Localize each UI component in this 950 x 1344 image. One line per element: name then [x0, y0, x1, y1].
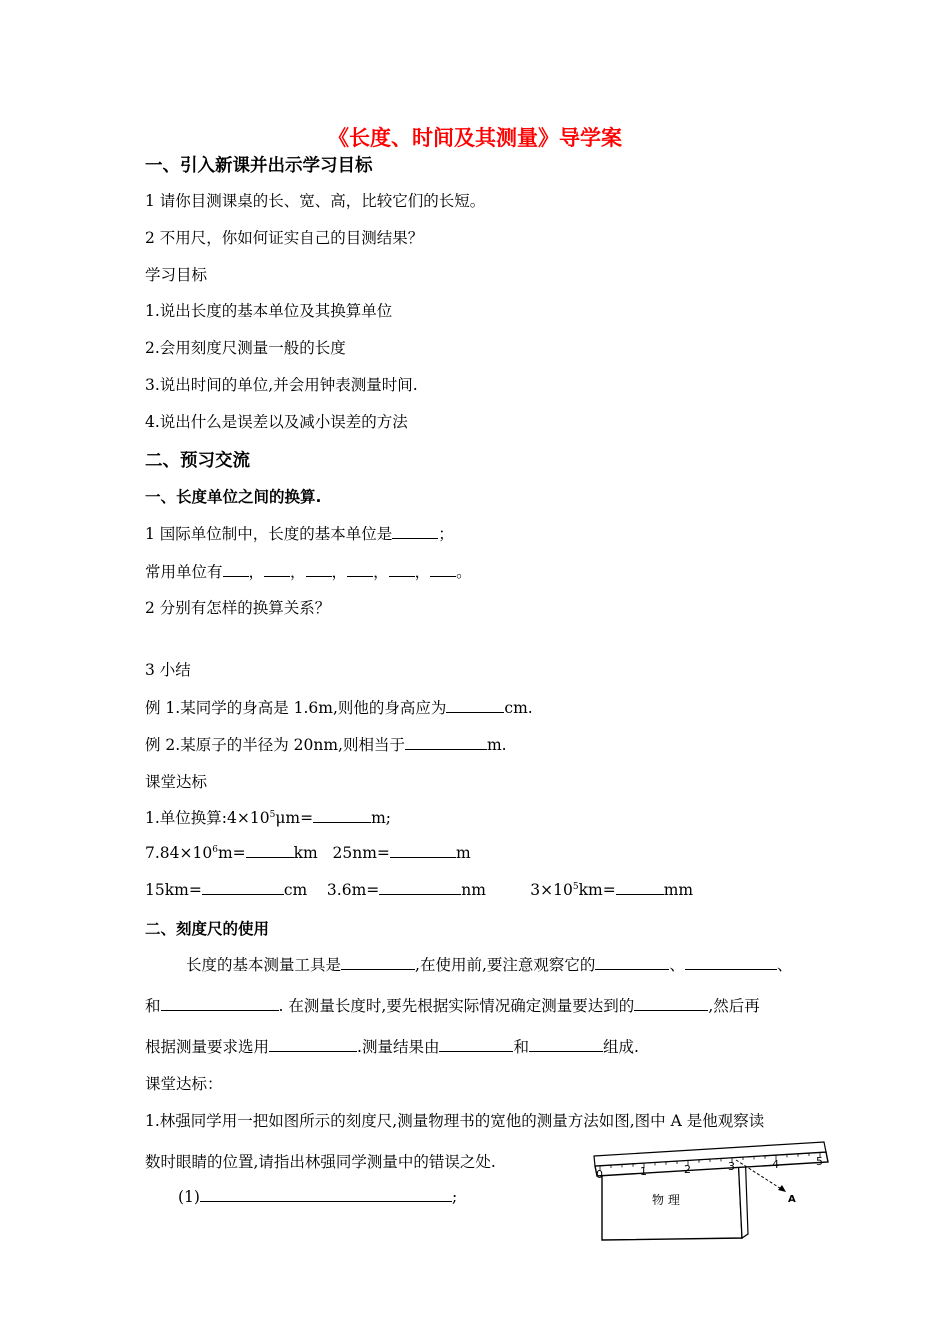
separator: ，	[290, 563, 306, 581]
ruler-tick-label: 0	[596, 1168, 603, 1181]
exponent: 5	[269, 809, 276, 820]
separator: ，	[414, 563, 431, 581]
separator: ，	[373, 563, 389, 581]
text: 和	[145, 997, 161, 1015]
text: 。	[456, 563, 472, 581]
text: 和	[513, 1038, 529, 1056]
separator: ，	[248, 563, 265, 581]
exercise-3	[145, 880, 693, 899]
text: 3.6m=	[326, 881, 380, 899]
line-common-units	[145, 560, 472, 582]
question-1: 1 请你目测课桌的长、宽、高，比较它们的长短。	[145, 192, 486, 210]
text: 长度的基本测量工具是	[186, 956, 342, 974]
document-title: 《长度、时间及其测量》导学案	[328, 126, 622, 150]
answer-blank[interactable]	[306, 562, 332, 577]
answer-blank[interactable]	[161, 996, 279, 1011]
line-base-unit	[145, 522, 454, 544]
book-label: 物 理	[652, 1193, 680, 1207]
answer-blank[interactable]	[529, 1037, 603, 1052]
answer-blank[interactable]	[246, 843, 294, 858]
text: m=	[217, 844, 246, 862]
answer-blank[interactable]	[390, 843, 456, 858]
text: ,然后再	[708, 997, 760, 1015]
answer-blank[interactable]	[341, 955, 415, 970]
separator: ，	[331, 563, 348, 581]
paragraph-line-1	[186, 953, 792, 975]
text: (1)	[178, 1188, 200, 1206]
answer-blank[interactable]	[685, 955, 777, 970]
text: .测量结果由	[357, 1038, 440, 1056]
answer-blank[interactable]	[595, 955, 669, 970]
text: 3×10	[530, 881, 573, 899]
ruler-tick-label: 1	[640, 1165, 647, 1178]
ruler-tick-label: 3	[728, 1160, 735, 1173]
text: m;	[371, 809, 392, 827]
text: cm	[283, 881, 308, 899]
paragraph-line-2	[145, 994, 760, 1016]
text: 例 2.某原子的半径为 20nm,则相当于	[145, 736, 405, 754]
answer-blank[interactable]	[634, 996, 708, 1011]
section-heading-preview: 二、预习交流	[145, 451, 250, 471]
text: ;	[451, 1188, 458, 1206]
question-ruler-line-2: 数时眼睛的位置,请指出林强同学测量中的错误之处.	[145, 1153, 496, 1171]
example-2	[145, 733, 507, 755]
question-ruler-line-1: 1.林强同学用一把如图所示的刻度尺,测量物理书的宽他的测量方法如图,图中 A 是他观察读	[145, 1112, 765, 1130]
subheading-ruler-usage: 二、刻度尺的使用	[145, 920, 270, 938]
text: 、	[776, 956, 793, 974]
text: 组成.	[602, 1038, 639, 1056]
answer-blank[interactable]	[389, 562, 415, 577]
goals-label: 学习目标	[145, 266, 208, 284]
text: 15km=	[145, 881, 202, 899]
subheading-unit-conversion: 一、长度单位之间的换算.	[145, 488, 322, 506]
exercise-2	[145, 843, 471, 862]
text: km	[293, 844, 318, 862]
exercise-1	[145, 806, 391, 828]
text: 1 国际单位制中，长度的基本单位是	[145, 525, 393, 543]
ruler-tick-label: 2	[684, 1163, 691, 1176]
answer-blank[interactable]	[439, 1037, 513, 1052]
exponent: 5	[572, 881, 579, 892]
example-1	[145, 696, 533, 718]
ruler-tick-label: 4	[772, 1158, 779, 1171]
question-2: 2 不用尺，你如何证实自己的目测结果？	[145, 229, 424, 247]
answer-blank[interactable]	[405, 735, 487, 750]
goal-item: 3.说出时间的单位,并会用钟表测量时间.	[145, 376, 418, 394]
text: 7.84×10	[145, 844, 213, 862]
goal-item: 2.会用刻度尺测量一般的长度	[145, 339, 346, 357]
text: . 在测量长度时,要先根据实际情况确定测量要达到的	[278, 997, 635, 1015]
answer-blank[interactable]	[223, 562, 249, 577]
goal-item: 4.说出什么是误差以及减小误差的方法	[145, 413, 408, 431]
text: 25nm=	[332, 844, 390, 862]
text: km=	[578, 881, 616, 899]
answer-blank[interactable]	[446, 698, 504, 713]
goal-item: 1.说出长度的基本单位及其换算单位	[145, 302, 393, 320]
answer-blank[interactable]	[379, 880, 461, 895]
answer-blank[interactable]	[430, 562, 456, 577]
answer-blank[interactable]	[200, 1187, 452, 1202]
text: cm.	[504, 699, 533, 717]
paragraph-line-3	[145, 1035, 639, 1057]
answer-line-1	[178, 1187, 457, 1206]
text: 、	[669, 956, 685, 974]
ruler-book-figure	[590, 1118, 830, 1248]
text: 常用单位有	[145, 563, 223, 581]
text: m	[455, 844, 471, 862]
text: ；	[438, 525, 454, 543]
line-summary: 3 小结	[145, 661, 191, 679]
check-label: 课堂达标	[145, 773, 208, 791]
text: 例 1.某同学的身高是 1.6m,则他的身高应为	[145, 699, 447, 717]
answer-blank[interactable]	[616, 880, 664, 895]
text: mm	[663, 881, 694, 899]
text: nm	[461, 881, 486, 899]
answer-blank[interactable]	[392, 524, 438, 539]
answer-blank[interactable]	[264, 562, 290, 577]
answer-blank[interactable]	[269, 1037, 357, 1052]
answer-blank[interactable]	[313, 808, 371, 823]
text: m.	[486, 736, 507, 754]
line-conversion-relations: 2 分别有怎样的换算关系？	[145, 599, 331, 617]
text: 1.单位换算:4×10	[145, 809, 270, 827]
text: 根据测量要求选用	[145, 1038, 270, 1056]
answer-blank[interactable]	[347, 562, 373, 577]
answer-blank[interactable]	[202, 880, 284, 895]
text: ,在使用前,要注意观察它的	[415, 956, 596, 974]
eye-position-label: A	[788, 1194, 796, 1205]
arrow-head-icon	[778, 1185, 786, 1192]
check-label-2: 课堂达标：	[145, 1075, 223, 1093]
section-heading-intro: 一、引入新课并出示学习目标	[145, 156, 373, 176]
text: μm=	[275, 809, 314, 827]
exponent: 6	[212, 844, 218, 855]
ruler-tick-label: 5	[816, 1155, 823, 1168]
